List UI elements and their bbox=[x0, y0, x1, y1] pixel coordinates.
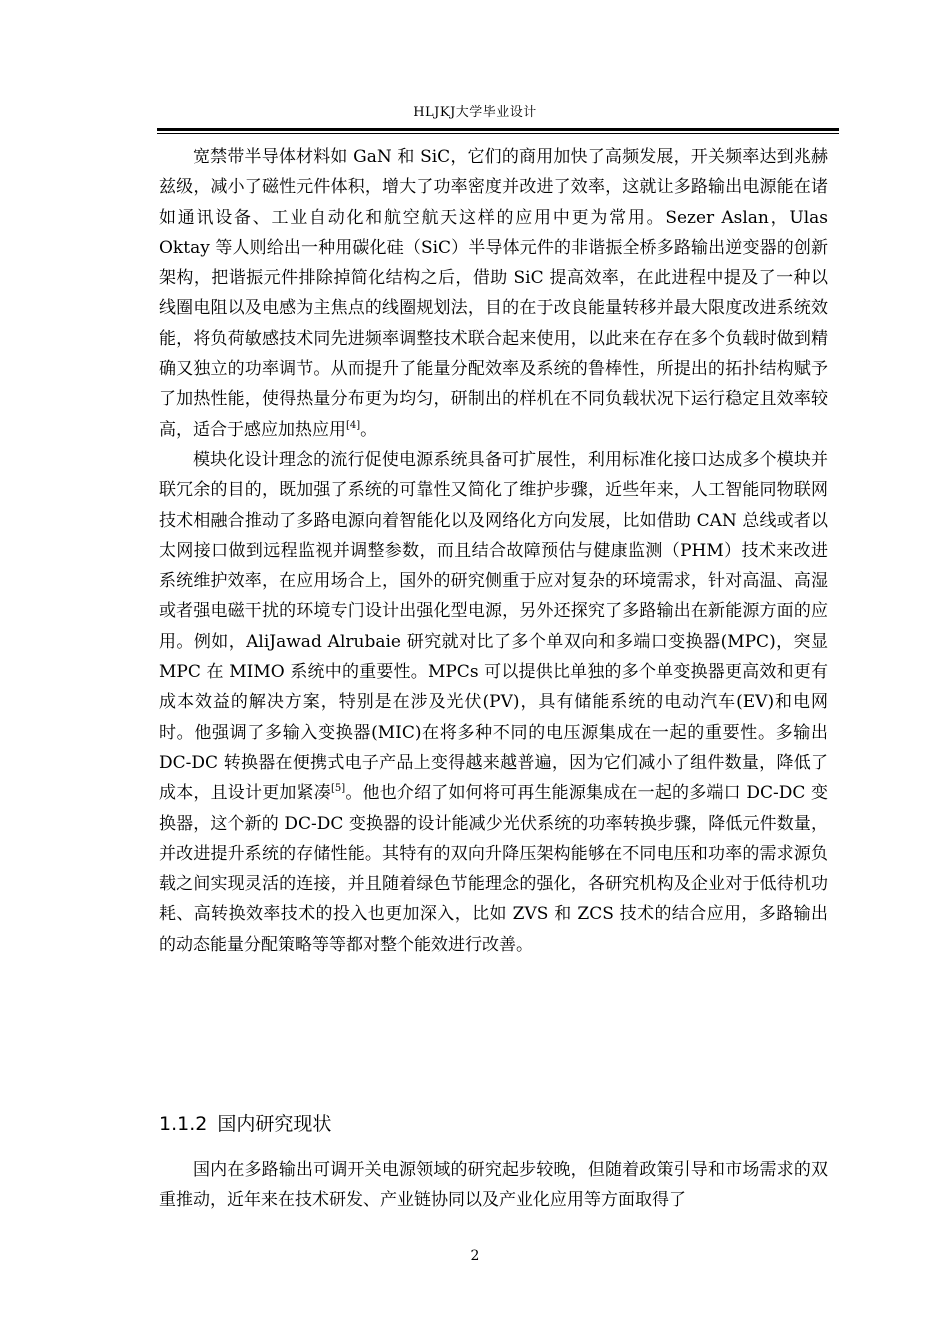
paragraph-1-text: 宽禁带半导体材料如 GaN 和 SiC，它们的商用加快了高频发展，开关频率达到兆赫兹级，减小了磁性元件体积，增大了功率密度并改进了效率，这就让多路输出电源能在诸如通讯设备、工业自动化和航空航天这样的应用中更为常用。Sezer Aslan，Ulas Oktay 等人则给出一种用碳化硅（SiC）半导体元件的非谐振全桥多路输出逆变器的创新架构，把谐振元件排除掉简化结构之后，借助 SiC 提高效率，在此进程中提及了一种以线圈电阻以及电感为主焦点的线圈规划法，目的在于改良能量转移并最大限度改进系统效能，将负荷敏感技术同先进频率调整技术联合起来使用，以此来在存在多个负载时做到精确又独立的功率调节。从而提升了能量分配效率及系统的鲁棒性，所提出的拓扑结构赋予了加热性能，使得热量分布更为均匀，研制出的样机在不同负载状况下运行稳定且效率较高，适合于感应加热应用 bbox=[159, 147, 828, 440]
section-body-text bbox=[159, 1155, 828, 1216]
citation-5: [5] bbox=[330, 783, 346, 795]
paragraph-1-end: 。 bbox=[360, 419, 378, 440]
page-header-title: HLJKJ大学毕业设计 bbox=[413, 105, 537, 120]
paragraph-2-text-cont: 。他也介绍了如何将可再生能源集成在一起的多端口 DC-DC 变换器，这个新的 DC-DC 变换器的设计能减少光伏系统的功率转换步骤，降低元件数量，并改进提升系统的存储性能。其特有的双向升降压架构能够在不同电压和功率的需求源负载之间实现灵活的连接，并且随着绿色节能理念的强化，各研究机构及企业对于低待机功耗、高转换效率技术的投入也更加深入，比如 ZVS 和 ZCS 技术的结合应用，多路输出的动态能量分配策略等等都对整个能效进行改善。 bbox=[159, 783, 829, 955]
page-number: 2 bbox=[470, 1248, 480, 1264]
paragraph-2 bbox=[159, 445, 828, 960]
section-paragraph-1: 国内在多路输出可调开关电源领域的研究起步较晚，但随着政策引导和市场需求的双重推动，近年来在技术研发、产业链协同以及产业化应用等方面取得了 bbox=[159, 1160, 828, 1211]
section-number: 1.1.2 bbox=[159, 1113, 208, 1135]
citation-4: [4] bbox=[346, 419, 361, 431]
paragraph-2-text: 模块化设计理念的流行促使电源系统具备可扩展性，利用标准化接口达成多个模块并联冗余的目的，既加强了系统的可靠性又简化了维护步骤，近些年来，人工智能同物联网技术相融合推动了多路电源向着智能化以及网络化方向发展，比如借助 CAN 总线或者以太网接口做到远程监视并调整参数，而且结合故障预估与健康监测（PHM）技术来改进系统维护效率，在应用场合上，国外的研究侧重于应对复杂的环境需求，针对高温、高湿或者强电磁干扰的环境专门设计出强化型电源，另外还探究了多路输出在新能源方面的应用。例如，AliJawad Alrubaie 研究就对比了多个单双向和多端口变换器(MPC)，突显 MPC 在 MIMO 系统中的重要性。MPCs 可以提供比单独的多个单变换器更高效和更有成本效益的解决方案，特别是在涉及光伏(PV)，具有储能系统的电动汽车(EV)和电网时。他强调了多输入变换器(MIC)在将多种不同的电压源集成在一起的重要性。多输出 DC-DC 转换器在便携式电子产品上变得越来越普遍，因为它们减小了组件数量，降低了成本，且设计更加紧凑 bbox=[159, 449, 828, 804]
section-title: 国内研究现状 bbox=[217, 1113, 332, 1135]
header-rule-thin bbox=[157, 133, 839, 134]
body-text bbox=[159, 142, 828, 960]
section-heading bbox=[159, 1110, 331, 1138]
paragraph-1 bbox=[159, 142, 828, 445]
header-rule-thick bbox=[157, 128, 839, 131]
